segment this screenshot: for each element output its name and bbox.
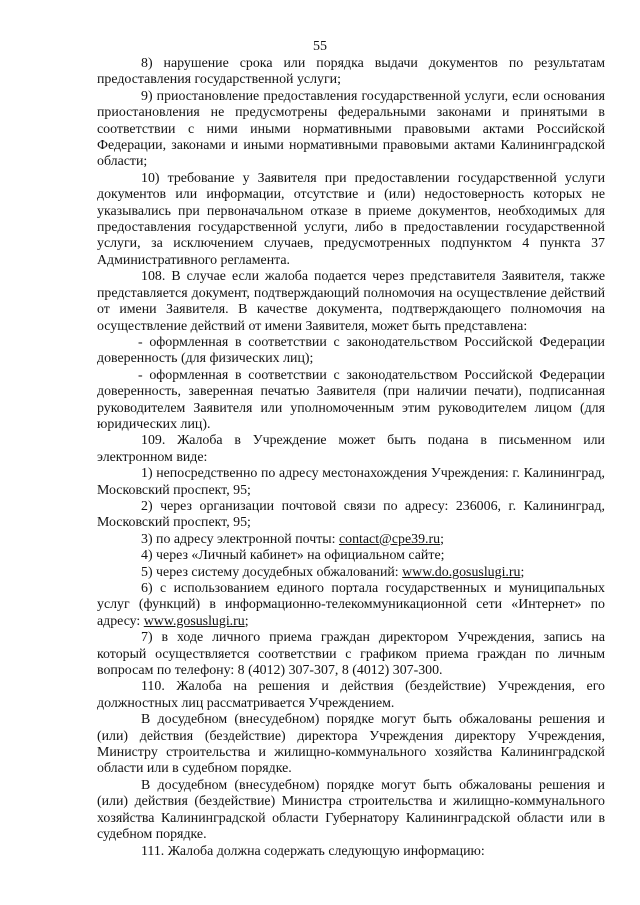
- paragraph-110: [97, 679, 605, 712]
- paragraph-8: [97, 56, 605, 89]
- paragraph-text: 5) через систему досудебных обжалований:: [141, 564, 403, 580]
- paragraph-text: 10) требование у Заявителя при предоставлении государственной услуги документов или информации, отсутствие и (или) недостоверность которых не указывались при первоначальном отказе в приеме документов, необходимых для предоставления государственной услуги, либо в предоставлении государственной услуги, за исключением случаев, предусмотренных подпунктом 4 пункта 37 Административного регламента.: [97, 170, 605, 268]
- paragraph-108-a: [97, 335, 605, 368]
- punctuation: ;: [440, 531, 444, 547]
- paragraph-text: 3) по адресу электронной почты:: [141, 531, 339, 547]
- paragraph-108: [97, 269, 605, 335]
- paragraph-109-1: [97, 466, 605, 499]
- paragraph-text: В досудебном (внесудебном) порядке могут быть обжалованы решения и (или) действия (бездействие) директора Учреждения директору Учреждения, Министру строительства и жилищно-коммунального хозяйства Калининградской области или в судебном порядке.: [97, 712, 605, 777]
- paragraph-text: 9) приостановление предоставления государственной услуги, если основания приостановления не предусмотрены федеральными законами и принятыми в соответствии с ними иными нормативными правовыми актами Российской Федерации, законами и иными нормативными правовыми актами Калининградской области;: [97, 88, 605, 170]
- paragraph-text: 109. Жалоба в Учреждение может быть подана в письменном или электронном виде:: [97, 433, 605, 465]
- link[interactable]: www.do.gosuslugi.ru: [402, 564, 521, 580]
- paragraph-text: 8) нарушение срока или порядка выдачи документов по результатам предоставления государственной услуги;: [97, 56, 605, 88]
- punctuation: ;: [520, 564, 525, 580]
- paragraph-109-7: [97, 630, 605, 679]
- document-body: [97, 56, 605, 860]
- paragraph-text: 110. Жалоба на решения и действия (бездействие) Учреждения, его должностных лиц рассматривается Учреждением.: [97, 679, 605, 711]
- paragraph-9: [97, 89, 605, 171]
- paragraph-text: 2) через организации почтовой связи по адресу: 236006, г. Калининград, Московский проспект, 95;: [97, 498, 605, 531]
- paragraph-109-4: [97, 548, 605, 564]
- paragraph-text: - оформленная в соответствии с законодательством Российской Федерации доверенность, заверенная печатью Заявителя (при наличии печати), подписанная руководителем Заявителя или уполномоченным этим руководителем лицом (для юридических лиц).: [97, 367, 605, 432]
- paragraph-text: 7) в ходе личного приема граждан директором Учреждения, запись на который осуществляется соответствии с графиком приема граждан по личным вопросам по телефону: 8 (4012) 307-307, 8 (4012) 307-300.: [97, 630, 605, 679]
- paragraph-text: В досудебном (внесудебном) порядке могут быть обжалованы решения и (или) действия (бездействие) Министра строительства и жилищно-коммунального хозяйства Калининградской области Губернатору Калининградской области или в судебном порядке.: [97, 777, 605, 843]
- paragraph-text: 4) через «Личный кабинет» на официальном сайте;: [141, 548, 445, 564]
- paragraph-110-b: [97, 778, 605, 844]
- page-number: 55: [313, 39, 327, 54]
- link[interactable]: www.gosuslugi.ru: [143, 613, 245, 629]
- paragraph-text: 108. В случае если жалоба подается через представителя Заявителя, также представляется документ, подтверждающий полномочия на осуществление действий от имени Заявителя. В качестве документа, подтверждающего полномочия на осуществление действий от имени Заявителя, может быть представлена:: [97, 269, 605, 334]
- paragraph-108-b: [97, 368, 605, 434]
- paragraph-109-6: [97, 581, 605, 630]
- punctuation: ;: [244, 613, 249, 629]
- paragraph-text: 111. Жалоба должна содержать следующую информацию:: [141, 843, 485, 859]
- paragraph-10: [97, 171, 605, 269]
- paragraph-111: [97, 844, 605, 860]
- paragraph-text: 6) с использованием единого портала государственных и муниципальных услуг (функций) в информационно-телекоммуникационной сети «Интернет» по адресу:: [97, 581, 605, 629]
- paragraph-text: - оформленная в соответствии с законодательством Российской Федерации доверенность (для физических лиц);: [97, 334, 605, 367]
- paragraph-110-a: [97, 712, 605, 778]
- paragraph-109-3: [97, 532, 605, 548]
- paragraph-109-5: [97, 565, 605, 581]
- paragraph-109: [97, 433, 605, 466]
- paragraph-text: 1) непосредственно по адресу местонахождения Учреждения: г. Калининград, Московский проспект, 95;: [97, 466, 605, 498]
- paragraph-109-2: [97, 499, 605, 532]
- link[interactable]: contact@cpe39.ru: [338, 531, 441, 547]
